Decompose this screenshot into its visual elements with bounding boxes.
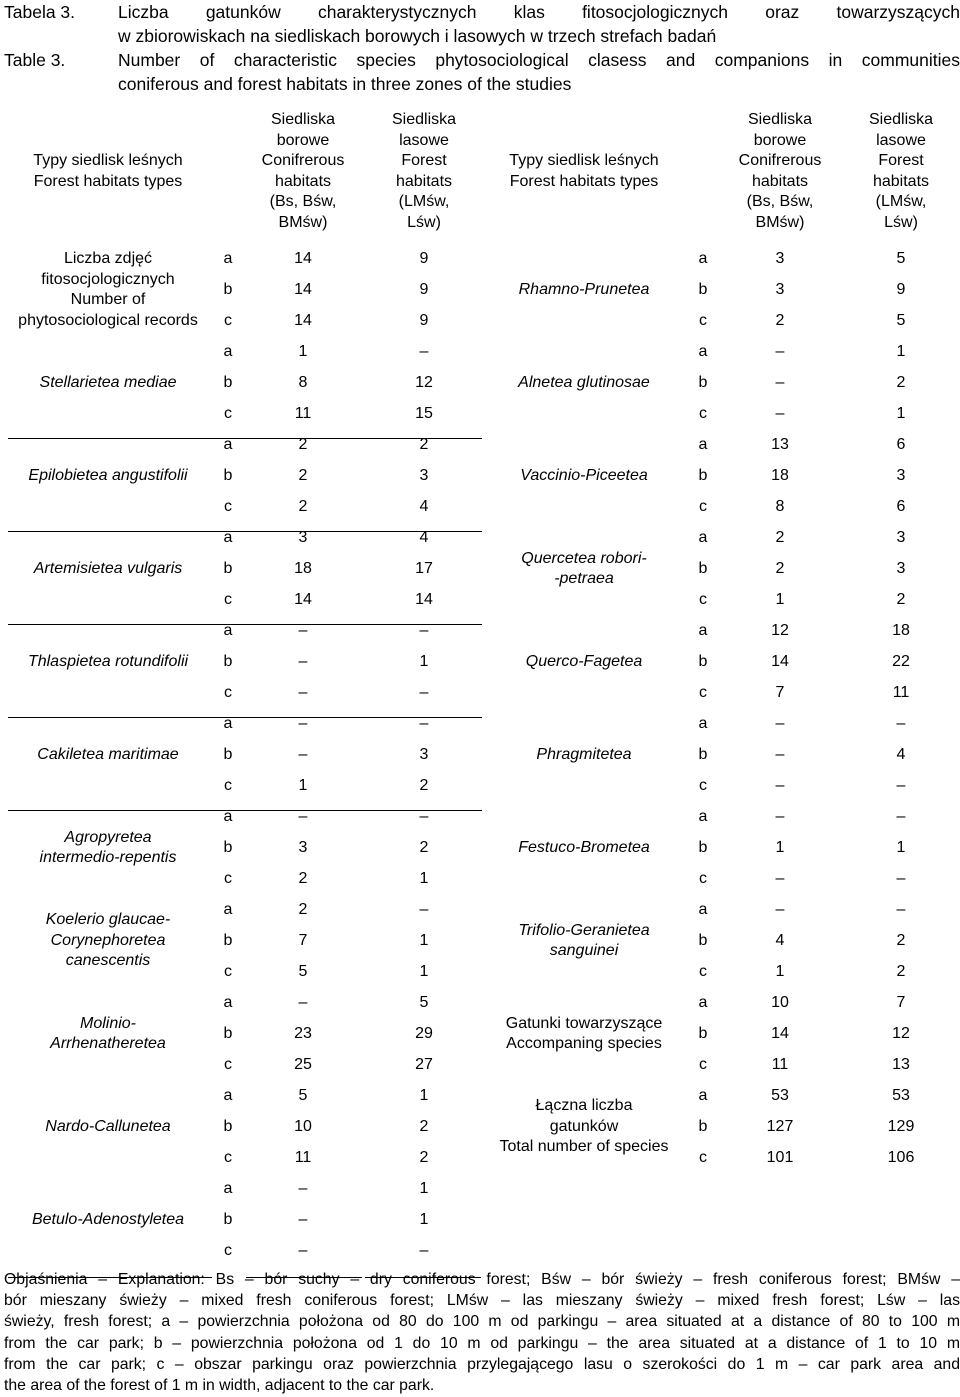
right-class-name: Quercetea robori-: [521, 549, 647, 567]
zone-label: a: [698, 901, 708, 918]
forest-value: 2: [896, 591, 906, 608]
zone-label: a: [223, 1180, 233, 1197]
forest-value: 3: [419, 467, 429, 484]
coniferous-value: 4: [775, 932, 785, 949]
coniferous-value: –: [298, 994, 308, 1011]
forest-value: –: [896, 901, 906, 918]
coniferous-value: 14: [771, 653, 789, 670]
header-habitat-types-right: [489, 151, 679, 192]
zone-label: c: [699, 405, 707, 422]
coniferous-value: 11: [294, 405, 312, 422]
zone-label: a: [223, 808, 233, 825]
forest-value: –: [419, 1242, 429, 1259]
forest-value: 3: [896, 467, 906, 484]
forest-value: 13: [892, 1056, 910, 1073]
forest-value: 17: [415, 560, 433, 577]
forest-value: 106: [887, 1149, 915, 1166]
caption-polish-line: Liczba gatunków charakterystycznych klas fitosocjologicznych oraz towarzyszących: [118, 2, 960, 22]
zone-label: b: [698, 1025, 708, 1042]
zone-label: a: [223, 901, 233, 918]
right-class-name: Trifolio-Geranietea: [518, 921, 650, 939]
coniferous-value: 10: [771, 994, 789, 1011]
coniferous-value: 1: [775, 839, 785, 856]
forest-value: 4: [896, 746, 906, 763]
zone-label: c: [699, 870, 707, 887]
zone-label: b: [223, 281, 233, 298]
coniferous-value: 12: [771, 622, 789, 639]
zone-label: a: [223, 436, 233, 453]
forest-value: 5: [896, 250, 906, 267]
left-class-name: Agropyretea: [64, 828, 152, 846]
forest-value: –: [896, 870, 906, 887]
left-class-name: Cakiletea maritimae: [37, 745, 179, 763]
header-coniferous-habitats-right-line: BMśw): [755, 213, 805, 231]
left-class-name: Koelerio glaucae-: [45, 911, 171, 929]
coniferous-value: 14: [294, 250, 312, 267]
coniferous-value: –: [775, 343, 785, 360]
coniferous-value: 127: [766, 1118, 794, 1135]
zone-label: c: [224, 591, 232, 608]
forest-value: 2: [896, 374, 906, 391]
header-forest-habitats-right-line: Siedliska: [868, 111, 934, 128]
zone-label: c: [699, 498, 707, 515]
forest-value: 5: [896, 312, 906, 329]
coniferous-value: 8: [298, 374, 308, 391]
coniferous-value: 3: [298, 529, 308, 546]
left-class-name: fitosocjologicznych: [41, 270, 175, 288]
coniferous-value: 14: [294, 591, 312, 608]
right-class-name: Phragmitetea: [536, 745, 632, 763]
coniferous-value: –: [775, 901, 785, 918]
coniferous-value: 5: [298, 1087, 308, 1104]
zone-label: a: [223, 343, 233, 360]
forest-value: 15: [415, 405, 433, 422]
zone-label: b: [698, 746, 708, 763]
header-habitat-types-right-line: Typy siedlisk leśnych: [509, 152, 659, 169]
right-class-name: Vaccinio-Piceetea: [520, 466, 648, 484]
left-class-name: Betulo-Adenostyletea: [31, 1210, 185, 1228]
coniferous-value: –: [298, 1180, 308, 1197]
left-class-name: Corynephoretea: [50, 931, 166, 949]
right-class-name: Accompaning species: [506, 1035, 662, 1052]
zone-label: b: [698, 839, 708, 856]
header-coniferous-habitats-line: borowe: [276, 131, 330, 149]
header-coniferous-habitats-right-line: Conifrerous: [738, 152, 822, 169]
header-habitat-types: [13, 151, 203, 192]
coniferous-value: –: [775, 715, 785, 732]
coniferous-value: 53: [771, 1087, 789, 1104]
left-class-name: Stellarietea mediae: [39, 373, 177, 391]
forest-value: 1: [419, 1087, 429, 1104]
group-divider: [8, 717, 482, 718]
caption-polish-label: Tabela 3.: [4, 2, 76, 22]
forest-value: –: [419, 622, 429, 639]
zone-label: c: [224, 1242, 232, 1259]
caption-polish-text: [118, 0, 960, 48]
header-forest-habitats-line: (LMśw,: [398, 193, 450, 210]
coniferous-value: –: [298, 653, 308, 670]
header-forest-habitats-right-line: Forest: [878, 152, 924, 169]
zone-label: b: [698, 281, 708, 298]
coniferous-value: 2: [298, 901, 308, 918]
header-habitat-types-line: Forest habitats types: [33, 172, 183, 190]
header-habitat-types-line: Typy siedlisk leśnych: [33, 152, 183, 169]
forest-value: –: [896, 777, 906, 794]
coniferous-value: –: [775, 777, 785, 794]
caption-english-label: Table 3.: [4, 50, 66, 70]
right-class-name: Total number of species: [499, 1138, 669, 1156]
zone-label: b: [223, 374, 233, 391]
zone-label: c: [699, 1056, 707, 1073]
coniferous-value: –: [775, 870, 785, 887]
coniferous-value: 25: [294, 1056, 312, 1073]
caption-polish-line: w zbiorowiskach na siedliskach borowych i lasowych w trzech strefach badań: [118, 26, 717, 46]
forest-value: 1: [419, 1211, 429, 1228]
coniferous-value: 1: [775, 591, 785, 608]
coniferous-value: 1: [298, 343, 308, 360]
header-habitat-types-right-line: Forest habitats types: [509, 172, 659, 190]
coniferous-value: 23: [294, 1025, 312, 1042]
coniferous-value: 18: [294, 560, 312, 577]
zone-label: c: [224, 777, 232, 794]
forest-value: 14: [415, 591, 433, 608]
zone-label: a: [698, 250, 708, 267]
forest-value: 22: [892, 653, 910, 670]
header-coniferous-habitats-right-line: (Bs, Bśw,: [746, 193, 814, 210]
coniferous-value: –: [298, 1211, 308, 1228]
header-coniferous-habitats-right: [725, 110, 835, 233]
zone-label: b: [223, 1025, 233, 1042]
zone-label: a: [698, 715, 708, 732]
zone-label: c: [699, 312, 707, 329]
zone-label: a: [223, 994, 233, 1011]
zone-label: b: [223, 653, 233, 670]
forest-value: 18: [892, 622, 910, 639]
forest-value: –: [419, 343, 429, 360]
coniferous-value: 2: [298, 436, 308, 453]
forest-value: 5: [419, 994, 429, 1011]
zone-label: b: [223, 932, 233, 949]
zone-label: c: [224, 405, 232, 422]
explanation-line: świeży, fresh forest; a – powierzchnia położona od 80 do 100 m od parkingu – area situated at a distance of 80 to 100 m: [4, 1313, 960, 1331]
forest-value: 2: [419, 839, 429, 856]
coniferous-value: 3: [298, 839, 308, 856]
forest-value: 3: [419, 746, 429, 763]
zone-label: b: [223, 1211, 233, 1228]
right-class-name: Alnetea glutinosae: [518, 373, 650, 391]
zone-label: c: [224, 684, 232, 701]
forest-value: 1: [896, 405, 906, 422]
forest-value: 9: [419, 312, 429, 329]
zone-label: b: [698, 653, 708, 670]
zone-label: a: [223, 529, 233, 546]
header-coniferous-habitats-line: Conifrerous: [261, 152, 345, 169]
forest-value: 2: [896, 932, 906, 949]
zone-label: c: [699, 963, 707, 980]
header-coniferous-habitats: [248, 110, 358, 233]
coniferous-value: 1: [775, 963, 785, 980]
coniferous-value: 13: [771, 436, 789, 453]
forest-value: –: [419, 684, 429, 701]
zone-label: c: [699, 777, 707, 794]
left-class-name: canescentis: [65, 952, 151, 970]
zone-label: c: [699, 684, 707, 701]
coniferous-value: –: [775, 374, 785, 391]
coniferous-value: 2: [298, 467, 308, 484]
zone-label: c: [224, 1056, 232, 1073]
explanation-line: from the car park; b – powierzchnia położona od 1 do 10 m od parkingu – the area situated at a distance of 1 to 10 m: [4, 1334, 960, 1352]
coniferous-value: 7: [298, 932, 308, 949]
forest-value: 1: [896, 343, 906, 360]
left-class-name: Arrhenatheretea: [50, 1035, 166, 1052]
coniferous-value: 5: [298, 963, 308, 980]
left-class-name: intermedio-repentis: [39, 849, 177, 866]
explanation-line: from the car park; c – obszar parkingu oraz powierzchnia przylegającego lasu o szerokości do 1 m – car park area and: [4, 1355, 960, 1373]
header-coniferous-habitats-line: BMśw): [278, 213, 328, 231]
header-forest-habitats-right-line: Lśw): [884, 213, 918, 231]
header-forest-habitats-right-line: lasowe: [876, 131, 926, 149]
coniferous-value: 11: [771, 1056, 789, 1073]
caption-english-text: [118, 48, 960, 96]
coniferous-value: 2: [775, 560, 785, 577]
coniferous-value: 2: [298, 498, 308, 515]
coniferous-value: 2: [775, 312, 785, 329]
right-class-name: sanguinei: [549, 942, 619, 959]
left-class-name: phytosociological records: [18, 311, 198, 329]
zone-label: b: [223, 467, 233, 484]
zone-label: b: [223, 839, 233, 856]
forest-value: 2: [419, 1118, 429, 1135]
zone-label: a: [698, 436, 708, 453]
left-class-name: Number of: [70, 291, 146, 308]
forest-value: 12: [415, 374, 433, 391]
right-class-name: Festuco-Brometea: [518, 838, 650, 856]
coniferous-value: 1: [298, 777, 308, 794]
zone-label: a: [698, 622, 708, 639]
forest-value: 7: [896, 994, 906, 1011]
zone-label: c: [224, 870, 232, 887]
zone-label: a: [698, 808, 708, 825]
left-class-name: Epilobietea angustifolii: [28, 466, 188, 484]
zone-label: b: [223, 560, 233, 577]
forest-value: 9: [896, 281, 906, 298]
right-class-name: Gatunki towarzyszące: [505, 1014, 663, 1032]
forest-value: 1: [419, 963, 429, 980]
zone-label: c: [224, 312, 232, 329]
coniferous-value: 101: [766, 1149, 794, 1166]
zone-label: c: [224, 1149, 232, 1166]
zone-label: c: [224, 498, 232, 515]
forest-value: 2: [419, 777, 429, 794]
group-divider: [8, 531, 482, 532]
coniferous-value: –: [775, 808, 785, 825]
coniferous-value: –: [298, 622, 308, 639]
header-forest-habitats-line: lasowe: [399, 131, 449, 149]
forest-value: –: [419, 715, 429, 732]
forest-value: 6: [896, 498, 906, 515]
header-coniferous-habitats-line: (Bs, Bśw,: [269, 193, 337, 210]
zone-label: c: [699, 1149, 707, 1166]
header-coniferous-habitats-line: Siedliska: [270, 111, 336, 128]
forest-value: 1: [896, 839, 906, 856]
zone-label: b: [223, 746, 233, 763]
forest-value: 1: [419, 653, 429, 670]
zone-label: c: [699, 591, 707, 608]
coniferous-value: 7: [775, 684, 785, 701]
header-forest-habitats-right-line: (LMśw,: [875, 193, 927, 210]
zone-label: a: [223, 1087, 233, 1104]
zone-label: a: [698, 1087, 708, 1104]
group-divider: [8, 438, 482, 439]
forest-value: 9: [419, 250, 429, 267]
coniferous-value: –: [298, 746, 308, 763]
forest-value: –: [896, 715, 906, 732]
forest-value: 4: [419, 529, 429, 546]
coniferous-value: 2: [298, 870, 308, 887]
zone-label: b: [698, 560, 708, 577]
zone-label: a: [698, 529, 708, 546]
coniferous-value: –: [298, 684, 308, 701]
coniferous-value: –: [775, 746, 785, 763]
coniferous-value: 14: [771, 1025, 789, 1042]
header-coniferous-habitats-right-line: borowe: [753, 131, 807, 149]
forest-value: 2: [896, 963, 906, 980]
forest-value: 3: [896, 529, 906, 546]
header-coniferous-habitats-right-line: Siedliska: [747, 111, 813, 128]
forest-value: 12: [892, 1025, 910, 1042]
forest-value: –: [419, 901, 429, 918]
header-forest-habitats-line: habitats: [395, 172, 453, 190]
forest-value: 29: [415, 1025, 433, 1042]
coniferous-value: –: [775, 405, 785, 422]
coniferous-value: 18: [771, 467, 789, 484]
zone-label: c: [224, 963, 232, 980]
right-class-name: gatunków: [549, 1117, 619, 1135]
caption-english-line: coniferous and forest habitats in three zones of the studies: [118, 74, 572, 94]
zone-label: b: [698, 467, 708, 484]
header-coniferous-habitats-right-line: habitats: [751, 172, 809, 190]
forest-value: 11: [892, 684, 910, 701]
left-class-name: Artemisietea vulgaris: [33, 559, 183, 577]
explanation-note: [4, 1269, 960, 1396]
group-divider: [8, 810, 482, 811]
header-forest-habitats: [369, 110, 479, 233]
header-coniferous-habitats-line: habitats: [274, 172, 332, 190]
coniferous-value: –: [298, 1242, 308, 1259]
right-class-name: Rhamno-Prunetea: [518, 280, 650, 298]
right-class-name: -petraea: [554, 570, 614, 587]
coniferous-value: –: [298, 808, 308, 825]
forest-value: 4: [419, 498, 429, 515]
explanation-line: the area of the forest of 1 m in width, adjacent to the car park.: [4, 1377, 435, 1395]
forest-value: 129: [887, 1118, 915, 1135]
zone-label: a: [223, 622, 233, 639]
header-forest-habitats-right: [846, 110, 956, 233]
caption-english-line: Number of characteristic species phytosociological clasess and companions in communities: [118, 50, 960, 70]
forest-value: 1: [419, 1180, 429, 1197]
header-forest-habitats-line: Lśw): [407, 213, 441, 231]
forest-value: 2: [419, 436, 429, 453]
zone-label: b: [698, 932, 708, 949]
header-forest-habitats-right-line: habitats: [872, 172, 930, 190]
coniferous-value: 2: [775, 529, 785, 546]
header-forest-habitats-line: Siedliska: [391, 111, 457, 128]
right-class-name: Łączna liczba: [535, 1097, 633, 1115]
left-class-name: Nardo-Callunetea: [45, 1117, 171, 1135]
zone-label: a: [698, 343, 708, 360]
header-forest-habitats-line: Forest: [401, 152, 447, 169]
coniferous-value: 14: [294, 281, 312, 298]
zone-label: a: [223, 715, 233, 732]
forest-value: 53: [892, 1087, 910, 1104]
zone-label: b: [223, 1118, 233, 1135]
explanation-line: bór mieszany świeży – mixed fresh coniferous forest; LMśw – las mieszany świeży – mixed fresh forest; Lśw – las: [4, 1292, 960, 1310]
coniferous-value: 8: [775, 498, 785, 515]
forest-value: –: [419, 808, 429, 825]
coniferous-value: 3: [775, 281, 785, 298]
coniferous-value: 14: [294, 312, 312, 329]
forest-value: 1: [419, 870, 429, 887]
coniferous-value: 11: [294, 1149, 312, 1166]
group-divider: [8, 624, 482, 625]
forest-value: 1: [419, 932, 429, 949]
zone-label: b: [698, 1118, 708, 1135]
forest-value: 3: [896, 560, 906, 577]
forest-value: –: [896, 808, 906, 825]
right-class-name: Querco-Fagetea: [525, 652, 643, 670]
forest-value: 9: [419, 281, 429, 298]
forest-value: 2: [419, 1149, 429, 1166]
coniferous-value: 3: [775, 250, 785, 267]
coniferous-value: 10: [294, 1118, 312, 1135]
zone-label: a: [698, 994, 708, 1011]
zone-label: a: [223, 250, 233, 267]
forest-value: 6: [896, 436, 906, 453]
explanation-line: Objaśnienia – Explanation: Bs – bór suchy – dry coniferous forest; Bśw – bór świeży – fresh coniferous forest; BMśw –: [4, 1271, 960, 1288]
left-class-name: Molinio-: [79, 1014, 137, 1032]
coniferous-value: –: [298, 715, 308, 732]
left-class-name: Liczba zdjęć: [63, 250, 153, 267]
left-class-name: Thlaspietea rotundifolii: [27, 652, 189, 670]
forest-value: 27: [415, 1056, 433, 1073]
zone-label: b: [698, 374, 708, 391]
